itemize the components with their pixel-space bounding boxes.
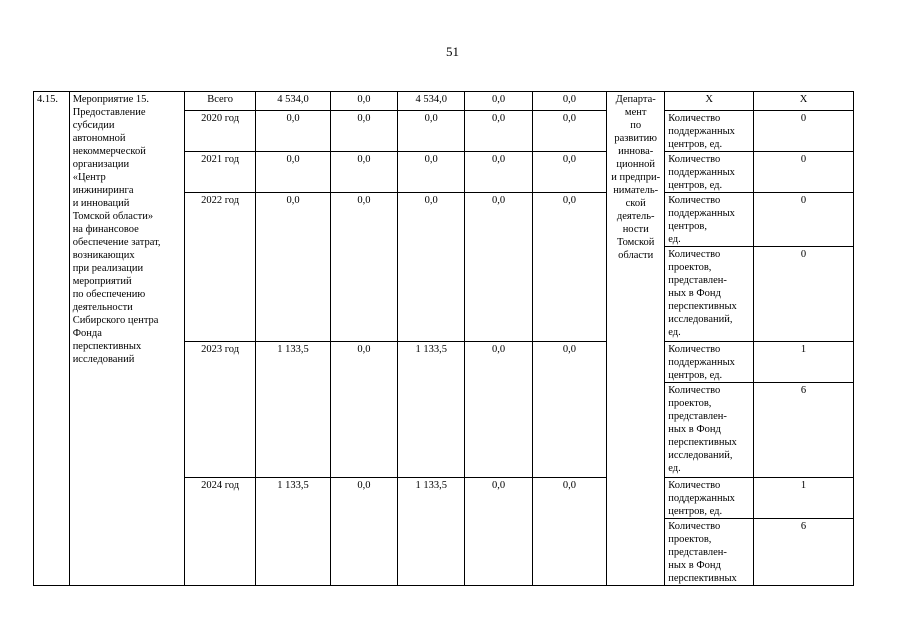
value-cell: 0,0: [532, 193, 606, 342]
event-title: Мероприятие 15. Предоставление субсидии автономной некоммерческой организации «Центр инжиниринга и инноваций Томской области» на финансовое обеспечение затрат, возникающих при реализации мероприятий по обеспечению деятельности Сибирского центра Фонда перспективных исследований: [69, 92, 184, 586]
value-cell: 0,0: [330, 111, 397, 152]
year-label: 2023 год: [184, 342, 255, 478]
value-cell: 0,0: [465, 92, 532, 111]
value-cell: 0,0: [330, 152, 397, 193]
table-row: [34, 92, 854, 111]
value-cell: 4 534,0: [398, 92, 465, 111]
value-cell: 0,0: [256, 152, 330, 193]
page-number: 51: [446, 44, 459, 59]
value-cell: 1 133,5: [398, 342, 465, 478]
indicator-name: Х: [665, 92, 754, 111]
indicator-value: 1: [753, 478, 853, 519]
year-label: 2021 год: [184, 152, 255, 193]
indicator-value: 1: [753, 342, 853, 383]
value-cell: 0,0: [532, 152, 606, 193]
value-cell: 1 133,5: [256, 342, 330, 478]
indicator-value: 0: [753, 247, 853, 342]
value-cell: 0,0: [330, 92, 397, 111]
executor: Департа- мент по развитию иннова- ционной и предпри- ниматель- ской деятель- ности Томской области: [607, 92, 665, 586]
value-cell: 1 133,5: [398, 478, 465, 586]
value-cell: 1 133,5: [256, 478, 330, 586]
indicator-value: 0: [753, 152, 853, 193]
value-cell: 0,0: [256, 193, 330, 342]
year-label: Всего: [184, 92, 255, 111]
indicator-name: Количество проектов, представлен- ных в Фонд перспективных исследований, ед.: [665, 247, 754, 342]
indicator-value: Х: [753, 92, 853, 111]
value-cell: 0,0: [532, 92, 606, 111]
value-cell: 0,0: [398, 193, 465, 342]
value-cell: 0,0: [465, 152, 532, 193]
value-cell: 0,0: [532, 342, 606, 478]
value-cell: 0,0: [532, 111, 606, 152]
year-label: 2020 год: [184, 111, 255, 152]
indicator-name: Количество проектов, представлен- ных в Фонд перспективных исследований, ед.: [665, 383, 754, 478]
indicator-name: Количество поддержанных центров, ед.: [665, 193, 754, 247]
value-cell: 0,0: [330, 193, 397, 342]
value-cell: 0,0: [398, 152, 465, 193]
indicator-value: 6: [753, 383, 853, 478]
indicator-value: 6: [753, 519, 853, 586]
indicator-name: Количество поддержанных центров, ед.: [665, 152, 754, 193]
program-table: [33, 91, 854, 586]
value-cell: 0,0: [330, 342, 397, 478]
indicator-name: Количество проектов, представлен- ных в Фонд перспективных: [665, 519, 754, 586]
value-cell: 0,0: [465, 478, 532, 586]
year-label: 2024 год: [184, 478, 255, 586]
value-cell: 0,0: [465, 193, 532, 342]
value-cell: 0,0: [532, 478, 606, 586]
value-cell: 0,0: [465, 342, 532, 478]
indicator-value: 0: [753, 193, 853, 247]
value-cell: 0,0: [398, 111, 465, 152]
value-cell: 4 534,0: [256, 92, 330, 111]
value-cell: 0,0: [330, 478, 397, 586]
value-cell: 0,0: [465, 111, 532, 152]
value-cell: 0,0: [256, 111, 330, 152]
year-label: 2022 год: [184, 193, 255, 342]
indicator-name: Количество поддержанных центров, ед.: [665, 111, 754, 152]
indicator-name: Количество поддержанных центров, ед.: [665, 342, 754, 383]
indicator-value: 0: [753, 111, 853, 152]
row-number: 4.15.: [34, 92, 70, 586]
indicator-name: Количество поддержанных центров, ед.: [665, 478, 754, 519]
